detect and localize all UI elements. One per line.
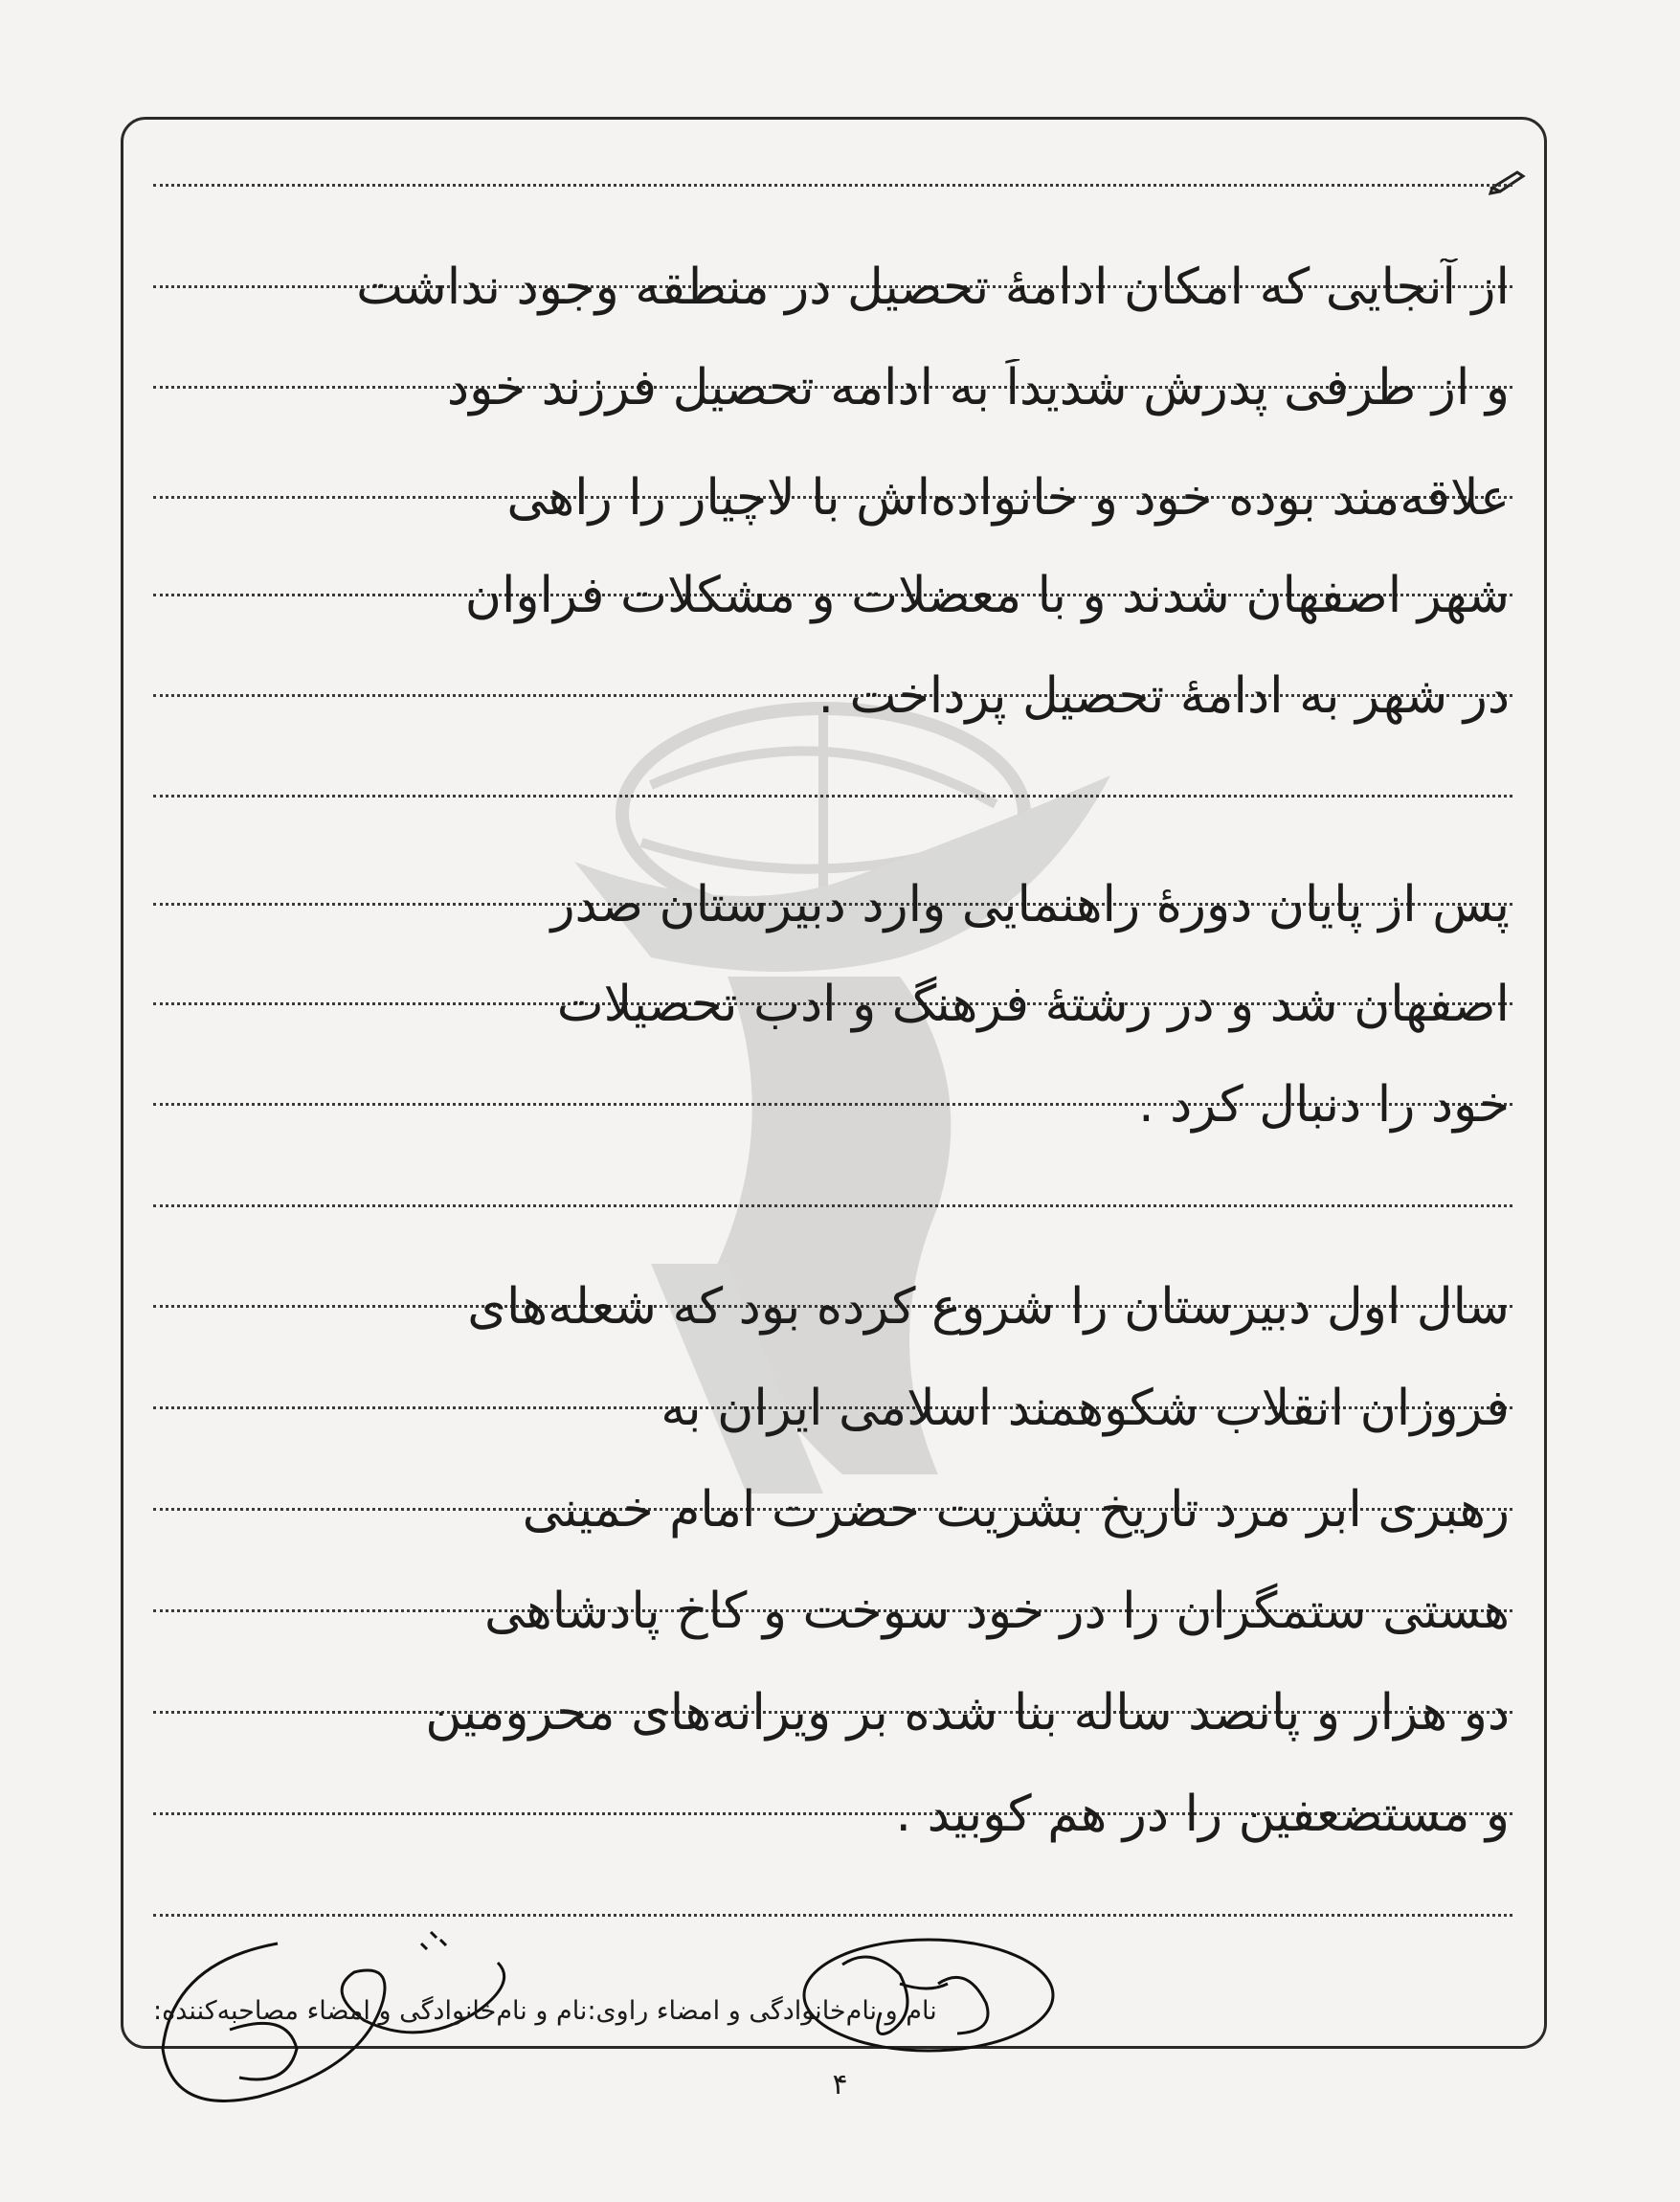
text-line: از آنجایی که امکان ادامهٔ تحصیل در منطقه وجود نداشت bbox=[356, 258, 1510, 316]
text-line: و از طرفی پدرش شدیداً به ادامه تحصیل فرزند خود bbox=[446, 359, 1510, 416]
text-line: هستی ستمگران را در خود سوخت و کاخ پادشاهی bbox=[483, 1583, 1510, 1640]
ruled-line bbox=[153, 795, 1512, 798]
narrator-label: نام و نام‌خانوادگی و امضاء راوی: bbox=[587, 1995, 937, 2026]
text-line: علاقه‌مند بوده خود و خانواده‌اش با لاچیار را ر‌اهی bbox=[506, 469, 1510, 527]
text-line: و مستضعفین را در هم کوبید . bbox=[895, 1786, 1510, 1843]
text-line: خود را دنبال کرد . bbox=[1138, 1076, 1510, 1134]
text-line: شهر اصفهان شدند و با معضلات و مشکلات فراوان bbox=[464, 567, 1510, 624]
text-line: رهبری ابر مرد تاریخ بشریت حضرت امام خمینی bbox=[522, 1481, 1510, 1539]
text-line: دو هزار و پانصد ساله بنا شده بر ویرانه‌های محرومین bbox=[425, 1684, 1510, 1741]
text-line: فروزان انقلاب شکوهمند اسلامی ایران به bbox=[661, 1380, 1510, 1437]
ruled-line bbox=[153, 1204, 1512, 1207]
text-line: در شهر به ادامهٔ تحصیل پرداخت . bbox=[818, 667, 1510, 725]
pen-icon bbox=[1489, 167, 1527, 195]
text-line: پس از پایان دورهٔ راهنمایی وارد دبیرستان صدر bbox=[550, 876, 1510, 933]
text-line: اصفهان شد و در رشتهٔ فرهنگ و ادب تحصیلات bbox=[556, 976, 1510, 1033]
text-line: سال اول دبیرستان را شروع کرده بود که شعله‌های bbox=[467, 1278, 1510, 1336]
page-number: ۴ bbox=[832, 2068, 848, 2101]
signature-footer bbox=[153, 1982, 1522, 2039]
interviewer-label: نام و نام‌خانوادگی و امضاء مصاحبه‌کننده: bbox=[153, 1995, 588, 2026]
ruled-line bbox=[153, 184, 1512, 187]
